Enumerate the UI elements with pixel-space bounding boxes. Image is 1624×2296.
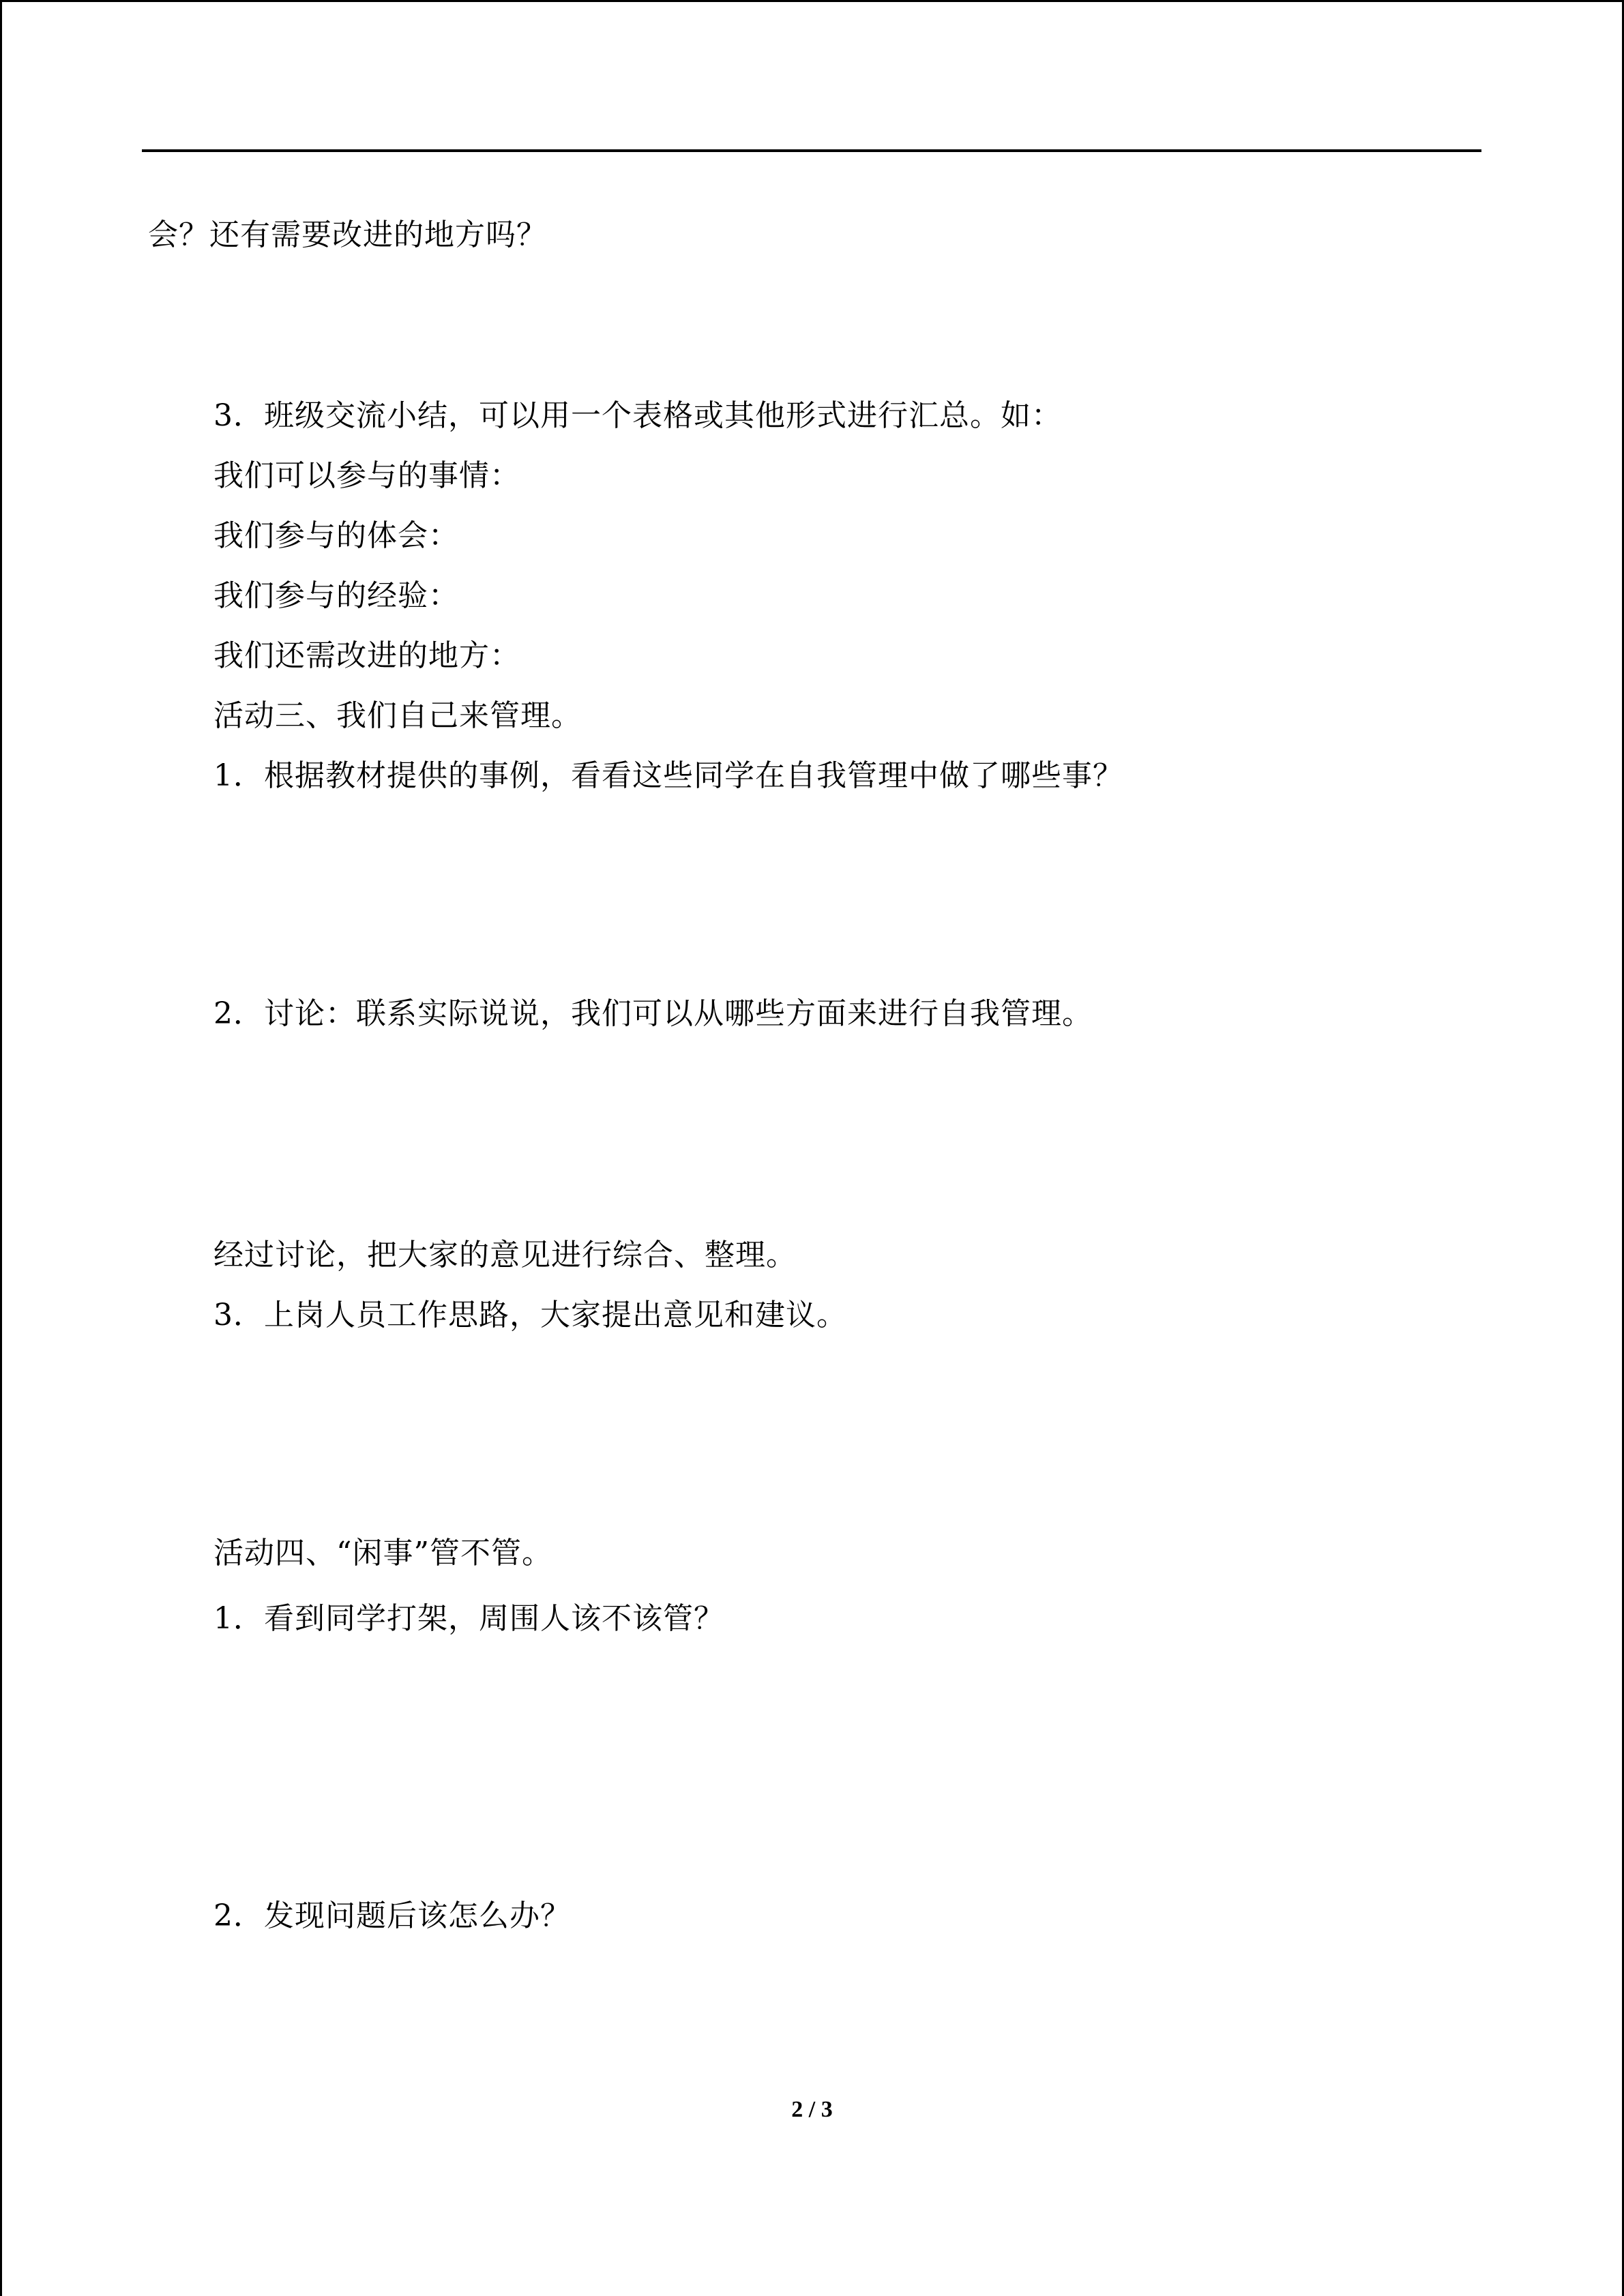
activity4-question-1: 1．看到同学打架，周围人该不该管？ <box>213 1601 724 1636</box>
feelings-line: 我们参与的体会： <box>213 518 459 553</box>
header-rule <box>142 149 1481 152</box>
continuation-line: 会？还有需要改进的地方吗？ <box>148 218 547 252</box>
improve-line: 我们还需改进的地方： <box>213 638 520 673</box>
activity3-title: 活动三、我们自己来管理。 <box>213 698 582 733</box>
experience-line: 我们参与的经验： <box>213 578 459 613</box>
activity3-question-1: 1．根据教材提供的事例，看看这些同学在自我管理中做了哪些事？ <box>213 758 1123 793</box>
summary-intro: 3．班级交流小结，可以用一个表格或其他形式进行汇总。如： <box>213 398 1062 433</box>
page-number: 2 / 3 <box>791 2097 833 2122</box>
activity4-question-2: 2．发现问题后该怎么办？ <box>213 1898 571 1933</box>
activity3-question-3: 3．上岗人员工作思路，大家提出意见和建议。 <box>213 1298 847 1332</box>
can-participate-line: 我们可以参与的事情： <box>213 458 520 493</box>
activity3-question-2: 2．讨论：联系实际说说，我们可以从哪些方面来进行自我管理。 <box>213 996 1093 1031</box>
discussion-summary: 经过讨论，把大家的意见进行综合、整理。 <box>213 1238 797 1272</box>
activity4-title: 活动四、“闲事”管不管。 <box>213 1536 552 1570</box>
